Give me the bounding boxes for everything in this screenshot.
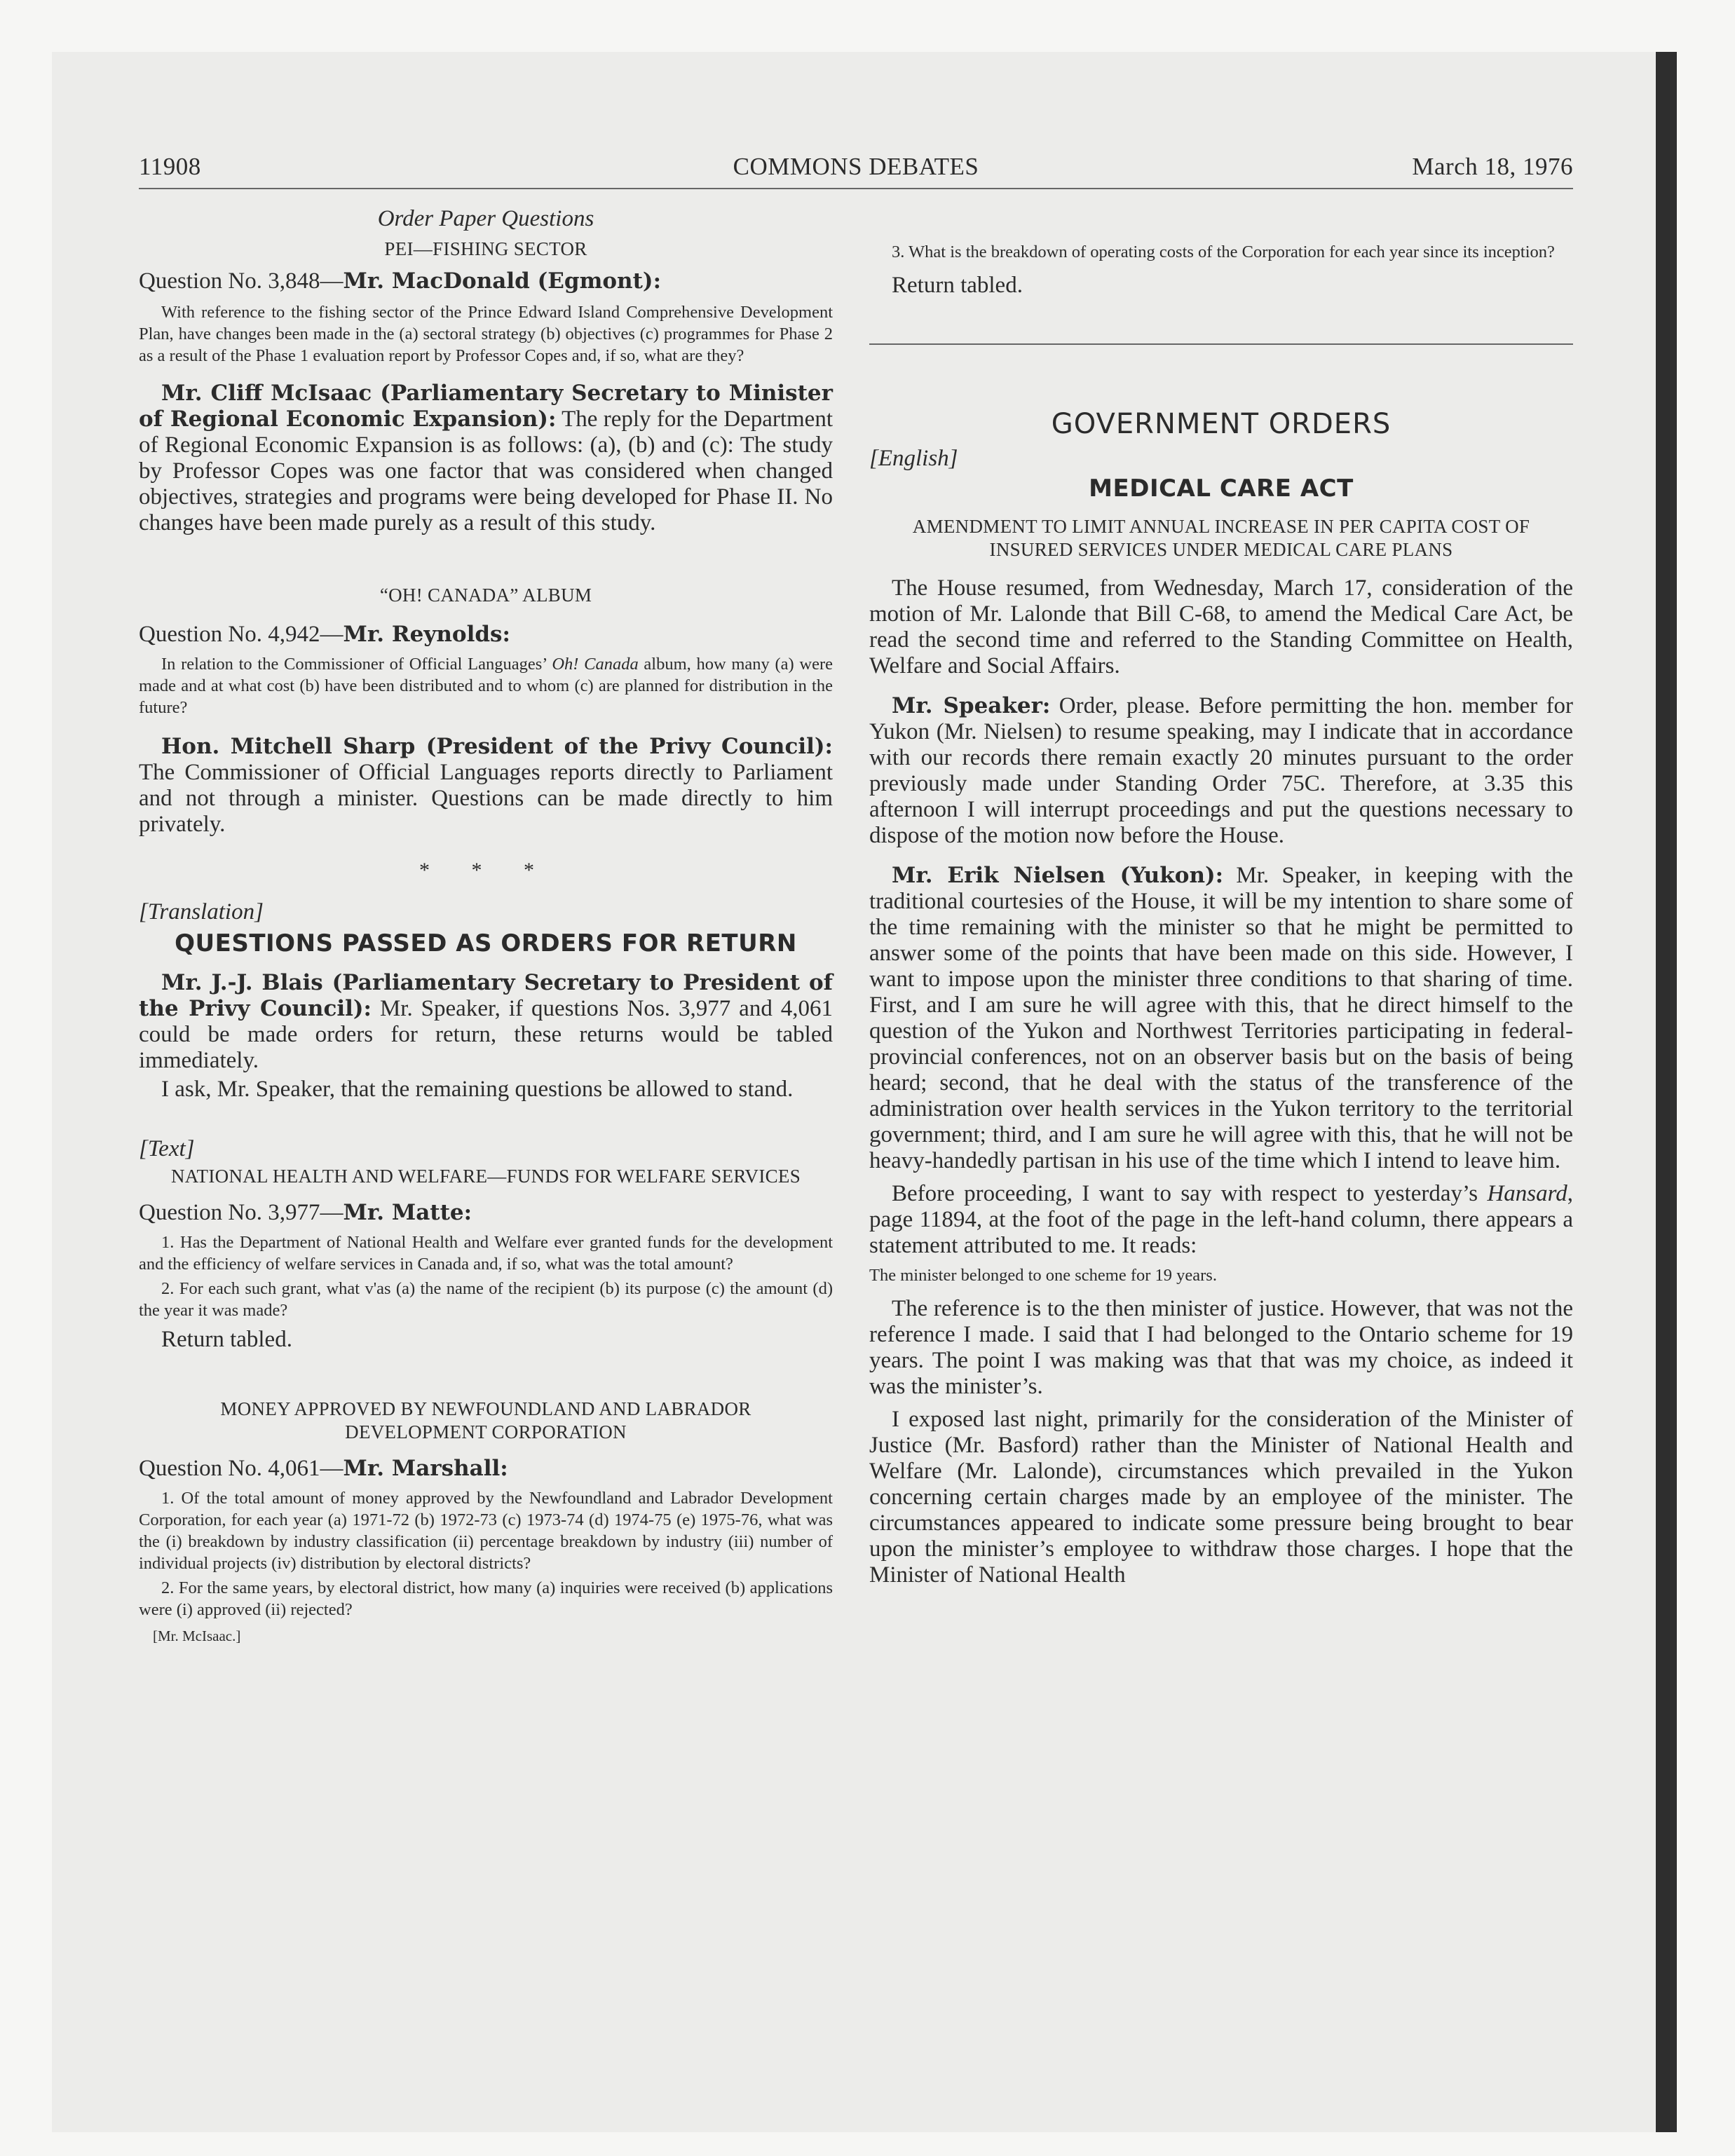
speaker-name: Mr. J.-J. Blais (Parliamentary Secretary to President of the Privy Council): — [139, 970, 833, 1021]
answer-paragraph — [139, 381, 833, 536]
translation-tag: [Translation] — [139, 899, 264, 925]
answer-text: The Commissioner of Official Languages reports directly to Parliament and not through a minister. Questions can be made directly to him privately. — [139, 760, 833, 837]
blais-paragraph — [139, 970, 833, 1074]
returns-heading: QUESTIONS PASSED AS ORDERS FOR RETURN — [175, 929, 797, 957]
answer-paragraph — [139, 734, 833, 838]
speech-text-part: Before proceeding, I want to say with respect to yesterday’s — [892, 1181, 1488, 1206]
speech-text: Mr. Speaker, if questions Nos. 3,977 and 4,061 could be made orders for return, these returns would be tabled immediately. — [139, 996, 834, 1073]
return-tabled: Return tabled. — [161, 1327, 292, 1352]
section-rule — [869, 343, 1573, 345]
question-heading: PEI—FISHING SECTOR — [384, 238, 587, 259]
question-item: 2. For each such grant, what v'as (a) the name of the recipient (b) its purpose (c) the amount (d) the year it was made? — [139, 1279, 833, 1320]
section-separator: * * * — [419, 859, 552, 882]
question-text-part: In relation to the Commissioner of Official Languages’ — [161, 655, 552, 674]
question-item: 3. What is the breakdown of operating costs of the Corporation for each year since its inception? — [892, 243, 1555, 261]
left-column — [139, 203, 833, 1645]
english-tag: [English] — [869, 446, 958, 471]
question-number: Question No. 3,977— — [139, 1200, 343, 1225]
nielsen-paragraph — [869, 863, 1573, 1174]
member-name: Mr. Marshall: — [343, 1456, 508, 1481]
speech-paragraph: I ask, Mr. Speaker, that the remaining questions be allowed to stand. — [161, 1077, 794, 1102]
amendment-title: AMENDMENT TO LIMIT ANNUAL INCREASE IN PER CAPITA COST OF INSURED SERVICES UNDER MEDICAL CARE PLANS — [912, 516, 1530, 560]
question-line — [139, 1455, 833, 1482]
speaker-name: Hon. Mitchell Sharp (President of the Privy Council): — [161, 734, 833, 759]
question-line — [139, 621, 833, 648]
question-item: 1. Has the Department of National Health and Welfare ever granted funds for the development and the efficiency of welfare services in Canada and, if so, what was the total amount? — [139, 1233, 833, 1274]
question-number: Question No. 4,061— — [139, 1456, 343, 1481]
page-header — [139, 153, 1573, 189]
speaker-paragraph — [869, 693, 1573, 849]
question-heading: NATIONAL HEALTH AND WELFARE—FUNDS FOR WELFARE SERVICES — [170, 1166, 801, 1187]
speech-paragraph: I exposed last night, primarily for the consideration of the Minister of Justice (Mr. Basford) rather than the Minister of National Health and Welfare (Mr. Lalonde), circumstances which prevailed in the Yukon concerning certain charges made by an employee of the minister. The circumstances appeared to indicate some pressure being brought to bear upon the minister’s employee to withdraw those charges. I hope that the Minister of National Health — [869, 1407, 1573, 1588]
page-date: March 18, 1976 — [1412, 153, 1573, 180]
album-title: Oh! Canada — [552, 655, 639, 674]
speech-paragraph — [869, 1181, 1573, 1259]
return-tabled: Return tabled. — [892, 273, 1023, 298]
question-line — [139, 268, 833, 294]
answer-text: The reply for the Department of Regional Economic Expansion is as follows: (a), (b) and (c): The study by Professor Copes was one factor that was considered when changed objectives, strategies and programs were being developed for Phase II. No changes have been made purely as a result of this study. — [139, 407, 833, 535]
government-orders-heading: GOVERNMENT ORDERS — [1051, 408, 1392, 440]
question-item: 2. For the same years, by electoral district, how many (a) inquiries were received (b) applications were (i) approved (ii) rejected? — [139, 1578, 833, 1619]
speaker-name: Mr. Erik Nielsen (Yukon): — [892, 863, 1224, 888]
question-number: Question No. 3,848— — [139, 268, 343, 294]
page-number: 11908 — [139, 153, 201, 180]
publication-title: COMMONS DEBATES — [733, 153, 979, 180]
member-name: Mr. Reynolds: — [343, 622, 510, 647]
scan-edge — [1656, 52, 1677, 2132]
speech-text: Mr. Speaker, in keeping with the traditional courtesies of the House, it will be my intention to share some of the time remaining with the minister so that he might be permitted to answer some of the points that have been made on this side. However, I want to impose upon the minister three conditions to that sharing of time. First, and I am sure he will agree with this, that he direct himself to the question of the Yukon and Northwest Territories participating in federal-provincial conferences, not on an observer basis but on the basis of being heard; second, that he deal with the status of the transference of the administration over health services in the Yukon territory to the territorial government; third, and I am sure he will agree with this, that he will not be heavy-handedly partisan in his use of the time which I intend to leave him. — [869, 863, 1574, 1173]
speech-paragraph: The reference is to the then minister of justice. However, that was not the reference I made. I said that I had belonged to the Ontario scheme for 19 years. The point I was making was that that was my choice, as indeed it was the minister’s. — [869, 1296, 1573, 1399]
question-heading: MONEY APPROVED BY NEWFOUNDLAND AND LABRADOR DEVELOPMENT CORPORATION — [220, 1398, 751, 1442]
question-text: With reference to the fishing sector of the Prince Edward Island Comprehensive Development Plan, have changes been made in the (a) sectoral strategy (b) objectives (c) programmes for Phase 2 as a result of the Phase 1 evaluation report by Professor Copes and, if so, what are they? — [139, 303, 833, 365]
speech-text: Order, please. Before permitting the hon. member for Yukon (Mr. Nielsen) to resume speaking, may I indicate that in accordance with our records there remain exactly 20 minutes pursuant to the order previously made under Standing Order 75C. Therefore, at 3.35 this afternoon I will interrupt proceedings and put the questions necessary to dispose of the motion now before the House. — [869, 693, 1573, 848]
text-tag: [Text] — [139, 1136, 195, 1161]
question-number: Question No. 4,942— — [139, 622, 343, 647]
hansard-title: Hansard — [1487, 1181, 1567, 1206]
question-text-part: album, how many (a) were made and at what cost (b) have been distributed and to whom (c) are planned for distribution in the future? — [139, 655, 833, 717]
speaker-footer: [Mr. McIsaac.] — [153, 1628, 241, 1644]
question-heading: “OH! CANADA” ALBUM — [379, 585, 592, 606]
speech-text-part: , page 11894, at the foot of the page in the left-hand column, there appears a statement attributed to me. It reads: — [869, 1181, 1573, 1258]
resumed-paragraph: The House resumed, from Wednesday, March 17, consideration of the motion of Mr. Lalonde that Bill C-68, to amend the Medical Care Act, be read the second time and referred to the Standing Committee on Health, Welfare and Social Affairs. — [869, 575, 1573, 678]
section-title: Order Paper Questions — [377, 206, 594, 231]
right-column — [869, 203, 1573, 1588]
question-item: 1. Of the total amount of money approved by the Newfoundland and Labrador Development Corporation, for each year (a) 1971-72 (b) 1972-73 (c) 1973-74 (d) 1974-75 (e) 1975-76, what was the (i) breakdown by industry classification (ii) percentage breakdown by industry (iii) number of individual projects (iv) distribution by electoral districts? — [139, 1489, 833, 1573]
speaker-name: Mr. Speaker: — [892, 693, 1051, 718]
speaker-name: Mr. Cliff McIsaac (Parliamentary Secretary to Minister of Regional Economic Expansion): — [139, 381, 833, 432]
question-line — [139, 1199, 833, 1226]
act-title: MEDICAL CARE ACT — [1089, 475, 1354, 503]
quoted-statement: The minister belonged to one scheme for 19 years. — [869, 1266, 1217, 1285]
member-name: Mr. Matte: — [343, 1200, 472, 1225]
question-text — [139, 653, 833, 718]
member-name: Mr. MacDonald (Egmont): — [343, 268, 662, 294]
